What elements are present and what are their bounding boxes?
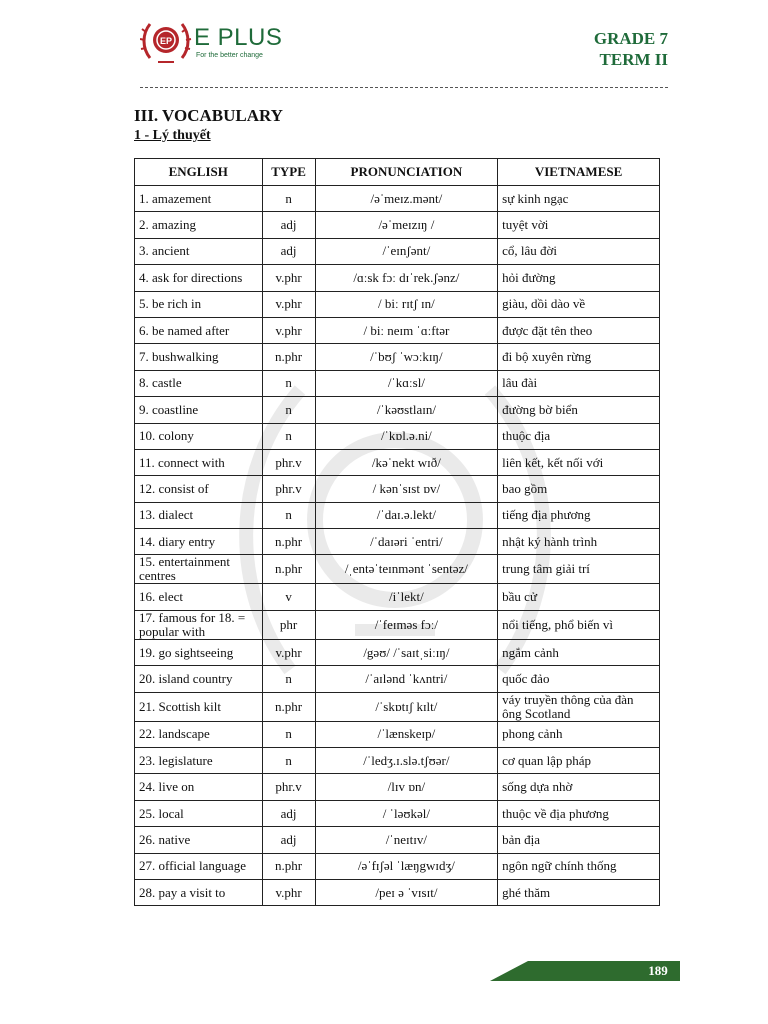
word-cell: 16. elect <box>135 584 263 610</box>
word-cell: 1. amazement <box>135 186 263 212</box>
pronunciation-cell: /peɪ ə ˈvɪsɪt/ <box>315 879 498 905</box>
vietnamese-cell: cổ, lâu đời <box>498 238 660 264</box>
table-row <box>135 238 660 264</box>
word-cell: 21. Scottish kilt <box>135 692 263 721</box>
pronunciation-cell: /ˈdaɪəri ˈentri/ <box>315 529 498 555</box>
word-cell: 17. famous for 18. = popular with <box>135 610 263 639</box>
table-row <box>135 502 660 528</box>
pronunciation-cell: /lɪv ɒn/ <box>315 774 498 800</box>
type-cell: v.phr <box>262 291 315 317</box>
word-cell: 12. consist of <box>135 476 263 502</box>
table-row <box>135 748 660 774</box>
pronunciation-cell: /ˈkɑːsl/ <box>315 370 498 396</box>
type-cell: n <box>262 721 315 747</box>
pronunciation-cell: /ˈneɪtɪv/ <box>315 827 498 853</box>
word-cell: 10. colony <box>135 423 263 449</box>
table-row <box>135 639 660 665</box>
vietnamese-cell: sống dựa nhờ <box>498 774 660 800</box>
word-cell: 13. dialect <box>135 502 263 528</box>
vietnamese-cell: thuộc địa <box>498 423 660 449</box>
type-cell: n <box>262 423 315 449</box>
pronunciation-cell: /ˈaɪlənd ˈkʌntri/ <box>315 666 498 692</box>
vietnamese-cell: nhật ký hành trình <box>498 529 660 555</box>
table-row <box>135 721 660 747</box>
type-cell: n.phr <box>262 555 315 584</box>
vocabulary-rows <box>135 186 660 906</box>
type-cell: v.phr <box>262 317 315 343</box>
header-type: TYPE <box>262 159 315 186</box>
word-cell: 11. connect with <box>135 449 263 475</box>
type-cell: phr <box>262 610 315 639</box>
vietnamese-cell: sự kinh ngạc <box>498 186 660 212</box>
pronunciation-cell: /ˈeɪnʃənt/ <box>315 238 498 264</box>
vietnamese-cell: thuộc về địa phương <box>498 800 660 826</box>
type-cell: v <box>262 584 315 610</box>
word-cell: 14. diary entry <box>135 529 263 555</box>
vietnamese-cell: ngắm cảnh <box>498 639 660 665</box>
type-cell: n.phr <box>262 692 315 721</box>
word-cell: 7. bushwalking <box>135 344 263 370</box>
table-row <box>135 853 660 879</box>
pronunciation-cell: /kəˈnekt wɪð/ <box>315 449 498 475</box>
pronunciation-cell: /ˈledʒ.ɪ.slə.tʃʊər/ <box>315 748 498 774</box>
word-cell: 6. be named after <box>135 317 263 343</box>
pronunciation-cell: / biː neɪm ˈɑːftər <box>315 317 498 343</box>
vietnamese-cell: tiếng địa phương <box>498 502 660 528</box>
word-cell: 15. entertainment centres <box>135 555 263 584</box>
word-cell: 9. coastline <box>135 397 263 423</box>
word-cell: 27. official language <box>135 853 263 879</box>
type-cell: phr.v <box>262 476 315 502</box>
table-row <box>135 476 660 502</box>
table-row <box>135 317 660 343</box>
header-pronunciation: PRONUNCIATION <box>315 159 498 186</box>
table-row <box>135 879 660 905</box>
pronunciation-cell: /ˈbʊʃ ˈwɔːkɪŋ/ <box>315 344 498 370</box>
table-row <box>135 397 660 423</box>
table-row <box>135 584 660 610</box>
type-cell: n <box>262 502 315 528</box>
vietnamese-cell: giàu, dồi dào về <box>498 291 660 317</box>
subsection-title: 1 - Lý thuyết <box>134 128 211 143</box>
table-row <box>135 529 660 555</box>
header-vietnamese: VIETNAMESE <box>498 159 660 186</box>
pronunciation-cell: /ɑːsk fɔː dɪˈrek.ʃənz/ <box>315 265 498 291</box>
type-cell: v.phr <box>262 879 315 905</box>
pronunciation-cell: /ˌentəˈteɪnmənt ˈsentəz/ <box>315 555 498 584</box>
type-cell: n <box>262 186 315 212</box>
word-cell: 22. landscape <box>135 721 263 747</box>
pronunciation-cell: /əˈmeɪzɪŋ / <box>315 212 498 238</box>
type-cell: n <box>262 666 315 692</box>
word-cell: 28. pay a visit to <box>135 879 263 905</box>
word-cell: 2. amazing <box>135 212 263 238</box>
table-header-row <box>135 159 660 186</box>
pronunciation-cell: / biː rɪtʃ ɪn/ <box>315 291 498 317</box>
type-cell: n <box>262 397 315 423</box>
page-header <box>0 0 768 100</box>
type-cell: v.phr <box>262 639 315 665</box>
grade-term-label <box>594 28 668 70</box>
table-row <box>135 774 660 800</box>
type-cell: n.phr <box>262 344 315 370</box>
table-row <box>135 449 660 475</box>
vietnamese-cell: tuyệt vời <box>498 212 660 238</box>
vietnamese-cell: cơ quan lập pháp <box>498 748 660 774</box>
type-cell: n.phr <box>262 853 315 879</box>
type-cell: phr.v <box>262 774 315 800</box>
type-cell: v.phr <box>262 265 315 291</box>
table-row <box>135 610 660 639</box>
word-cell: 20. island country <box>135 666 263 692</box>
table-row <box>135 265 660 291</box>
pronunciation-cell: / ˈləʊkəl/ <box>315 800 498 826</box>
word-cell: 19. go sightseeing <box>135 639 263 665</box>
pronunciation-cell: /əˈfɪʃəl ˈlæŋgwɪdʒ/ <box>315 853 498 879</box>
type-cell: n <box>262 370 315 396</box>
vietnamese-cell: bầu cử <box>498 584 660 610</box>
word-cell: 24. live on <box>135 774 263 800</box>
section-title: III. VOCABULARY <box>134 106 283 125</box>
svg-text:EP: EP <box>159 36 173 46</box>
vietnamese-cell: lâu đài <box>498 370 660 396</box>
vietnamese-cell: nổi tiếng, phổ biến vì <box>498 610 660 639</box>
type-cell: n.phr <box>262 529 315 555</box>
vietnamese-cell: hỏi đường <box>498 265 660 291</box>
word-cell: 8. castle <box>135 370 263 396</box>
vietnamese-cell: bao gồm <box>498 476 660 502</box>
table-row <box>135 692 660 721</box>
type-cell: adj <box>262 212 315 238</box>
type-cell: adj <box>262 238 315 264</box>
table-row <box>135 800 660 826</box>
word-cell: 23. legislature <box>135 748 263 774</box>
page-number: 189 <box>648 963 668 978</box>
pronunciation-cell: /gəʊ/ /ˈsaɪtˌsiːɪŋ/ <box>315 639 498 665</box>
word-cell: 25. local <box>135 800 263 826</box>
pronunciation-cell: /əˈmeɪz.mənt/ <box>315 186 498 212</box>
pronunciation-cell: / kənˈsɪst ɒv/ <box>315 476 498 502</box>
pronunciation-cell: /ˈkəʊstlaɪn/ <box>315 397 498 423</box>
table-row <box>135 666 660 692</box>
pronunciation-cell: /ˈskɒtɪʃ kɪlt/ <box>315 692 498 721</box>
type-cell: n <box>262 748 315 774</box>
type-cell: phr.v <box>262 449 315 475</box>
laurel-crest-icon <box>140 18 192 66</box>
vietnamese-cell: trung tâm giải trí <box>498 555 660 584</box>
brand-tagline: For the better change <box>196 52 263 59</box>
vietnamese-cell: bản địa <box>498 827 660 853</box>
header-divider <box>140 87 668 88</box>
table-row <box>135 423 660 449</box>
table-row <box>135 827 660 853</box>
type-cell: adj <box>262 800 315 826</box>
word-cell: 4. ask for directions <box>135 265 263 291</box>
pronunciation-cell: /ˈkɒl.ə.ni/ <box>315 423 498 449</box>
vietnamese-cell: được đặt tên theo <box>498 317 660 343</box>
table-row <box>135 555 660 584</box>
type-cell: adj <box>262 827 315 853</box>
vietnamese-cell: ghé thăm <box>498 879 660 905</box>
pronunciation-cell: /ˈlænskeɪp/ <box>315 721 498 747</box>
vietnamese-cell: liên kết, kết nối với <box>498 449 660 475</box>
vietnamese-cell: ngôn ngữ chính thống <box>498 853 660 879</box>
vietnamese-cell: đi bộ xuyên rừng <box>498 344 660 370</box>
pronunciation-cell: /ˈdaɪ.ə.lekt/ <box>315 502 498 528</box>
table-row <box>135 291 660 317</box>
vietnamese-cell: đường bờ biển <box>498 397 660 423</box>
table-row <box>135 370 660 396</box>
grade-label: GRADE 7 <box>593 29 668 48</box>
vocabulary-table <box>134 158 660 906</box>
vietnamese-cell: phong cảnh <box>498 721 660 747</box>
table-row <box>135 186 660 212</box>
header-english: ENGLISH <box>135 159 263 186</box>
table-row <box>135 212 660 238</box>
pronunciation-cell: /iˈlekt/ <box>315 584 498 610</box>
term-label: TERM II <box>599 50 668 69</box>
table-row <box>135 344 660 370</box>
word-cell: 3. ancient <box>135 238 263 264</box>
word-cell: 26. native <box>135 827 263 853</box>
vietnamese-cell: quốc đảo <box>498 666 660 692</box>
vietnamese-cell: váy truyền thông của đàn ông Scotland <box>498 692 660 721</box>
eplus-logo <box>140 18 300 66</box>
word-cell: 5. be rich in <box>135 291 263 317</box>
brand-name: E PLUS <box>194 24 283 51</box>
pronunciation-cell: /ˈfeɪməs fɔː/ <box>315 610 498 639</box>
